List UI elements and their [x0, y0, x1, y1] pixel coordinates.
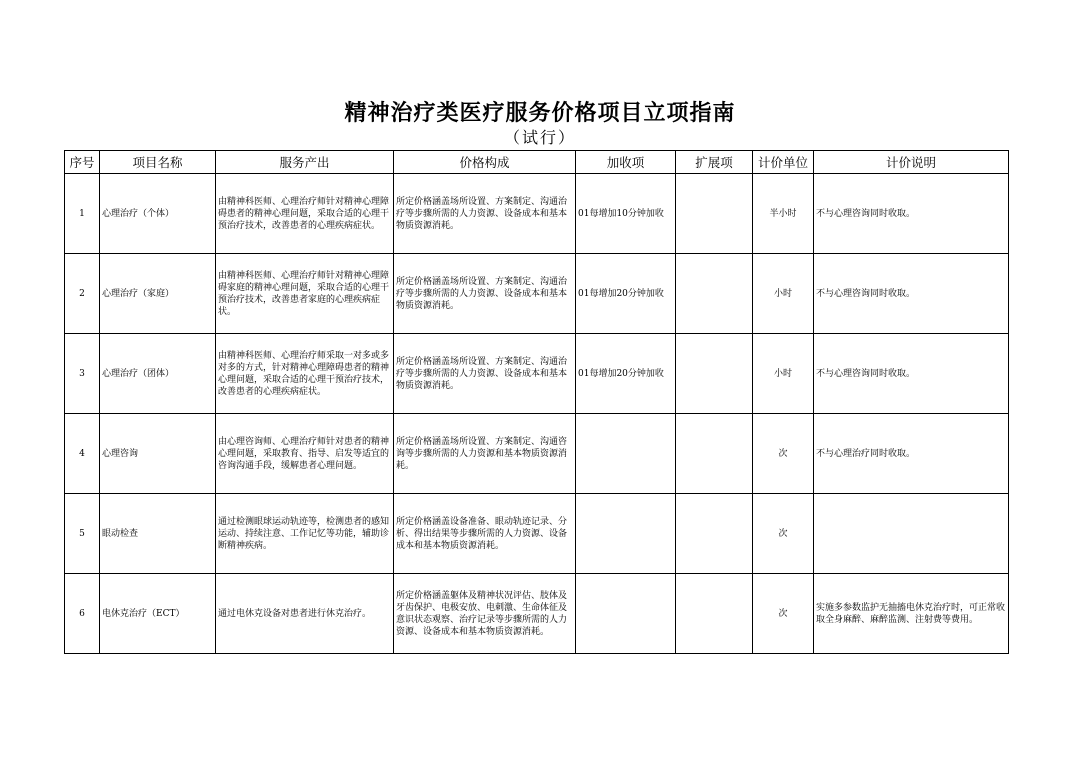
row-surcharge — [576, 414, 676, 494]
row-unit: 小时 — [753, 254, 814, 334]
row-price-composition: 所定价格涵盖设备准备、眼动轨迹记录、分析、得出结果等步骤所需的人力资源、设备成本和基本物质资源消耗。 — [394, 494, 576, 574]
row-service-output: 由精神科医师、心理治疗师采取一对多或多对多的方式，针对精神心理障碍患者的精神心理问题，采取合适的心理干预治疗技术，改善患者的心理疾病症状。 — [216, 334, 394, 414]
document-title: 精神治疗类医疗服务价格项目立项指南 — [344, 100, 736, 126]
row-price-composition: 所定价格涵盖场所设置、方案制定、沟通治疗等步骤所需的人力资源、设备成本和基本物质资源消耗。 — [394, 174, 576, 254]
header-price-composition: 价格构成 — [394, 151, 576, 174]
row-extension — [676, 494, 753, 574]
row-service-output: 通过检测眼球运动轨迹等，检测患者的感知运动、持续注意、工作记忆等功能，辅助诊断精神疾病。 — [216, 494, 394, 574]
row-pricing-note — [814, 494, 1009, 574]
row-no: 5 — [65, 494, 100, 574]
table-row — [65, 254, 1009, 334]
row-service-output: 通过电休克设备对患者进行休克治疗。 — [216, 574, 394, 654]
row-price-composition: 所定价格涵盖场所设置、方案制定、沟通治疗等步骤所需的人力资源、设备成本和基本物质资源消耗。 — [394, 254, 576, 334]
row-unit: 次 — [753, 574, 814, 654]
row-service-output: 由心理咨询师、心理治疗师针对患者的精神心理问题，采取教育、指导、启发等适宜的咨询沟通手段，缓解患者心理问题。 — [216, 414, 394, 494]
row-extension — [676, 414, 753, 494]
row-surcharge — [576, 494, 676, 574]
table-row — [65, 414, 1009, 494]
document-subtitle: （试行） — [503, 128, 576, 147]
header-item-name: 项目名称 — [100, 151, 216, 174]
row-pricing-note: 实施多参数监护无抽搐电休克治疗时，可正常收取全身麻醉、麻醉监测、注射费等费用。 — [814, 574, 1009, 654]
row-no: 2 — [65, 254, 100, 334]
row-price-composition: 所定价格涵盖场所设置、方案制定、沟通治疗等步骤所需的人力资源、设备成本和基本物质资源消耗。 — [394, 334, 576, 414]
row-item-name: 心理治疗（团体） — [100, 334, 216, 414]
table-row — [65, 334, 1009, 414]
table-header-row — [65, 151, 1009, 174]
row-item-name: 心理咨询 — [100, 414, 216, 494]
row-item-name: 眼动检查 — [100, 494, 216, 574]
row-no: 3 — [65, 334, 100, 414]
row-pricing-note: 不与心理咨询同时收取。 — [814, 254, 1009, 334]
row-unit: 次 — [753, 494, 814, 574]
table-row — [65, 574, 1009, 654]
row-surcharge: 01每增加20分钟加收 — [576, 334, 676, 414]
row-price-composition: 所定价格涵盖躯体及精神状况评估、肢体及牙齿保护、电极安放、电刺激、生命体征及意识状态观察、治疗记录等步骤所需的人力资源、设备成本和基本物质资源消耗。 — [394, 574, 576, 654]
row-extension — [676, 174, 753, 254]
row-no: 6 — [65, 574, 100, 654]
header-unit: 计价单位 — [753, 151, 814, 174]
header-surcharge: 加收项 — [576, 151, 676, 174]
row-unit: 小时 — [753, 334, 814, 414]
table-row — [65, 174, 1009, 254]
row-price-composition: 所定价格涵盖场所设置、方案制定、沟通咨询等步骤所需的人力资源和基本物质资源消耗。 — [394, 414, 576, 494]
row-pricing-note: 不与心理咨询同时收取。 — [814, 174, 1009, 254]
row-extension — [676, 254, 753, 334]
header-pricing-note: 计价说明 — [814, 151, 1009, 174]
row-extension — [676, 334, 753, 414]
row-service-output: 由精神科医师、心理治疗师针对精神心理障碍患者的精神心理问题，采取合适的心理干预治疗技术，改善患者的心理疾病症状。 — [216, 174, 394, 254]
table-row — [65, 494, 1009, 574]
header-service-output: 服务产出 — [216, 151, 394, 174]
price-items-table — [64, 150, 1009, 654]
row-surcharge — [576, 574, 676, 654]
row-unit: 半小时 — [753, 174, 814, 254]
row-unit: 次 — [753, 414, 814, 494]
row-pricing-note: 不与心理咨询同时收取。 — [814, 334, 1009, 414]
header-no: 序号 — [65, 151, 100, 174]
row-surcharge: 01每增加10分钟加收 — [576, 174, 676, 254]
row-surcharge: 01每增加20分钟加收 — [576, 254, 676, 334]
row-service-output: 由精神科医师、心理治疗师针对精神心理障碍家庭的精神心理问题，采取合适的心理干预治疗技术，改善患者家庭的心理疾病症状。 — [216, 254, 394, 334]
row-no: 4 — [65, 414, 100, 494]
row-item-name: 电休克治疗（ECT） — [100, 574, 216, 654]
row-pricing-note: 不与心理治疗同时收取。 — [814, 414, 1009, 494]
header-extension: 扩展项 — [676, 151, 753, 174]
row-no: 1 — [65, 174, 100, 254]
row-extension — [676, 574, 753, 654]
row-item-name: 心理治疗（个体） — [100, 174, 216, 254]
row-item-name: 心理治疗（家庭） — [100, 254, 216, 334]
